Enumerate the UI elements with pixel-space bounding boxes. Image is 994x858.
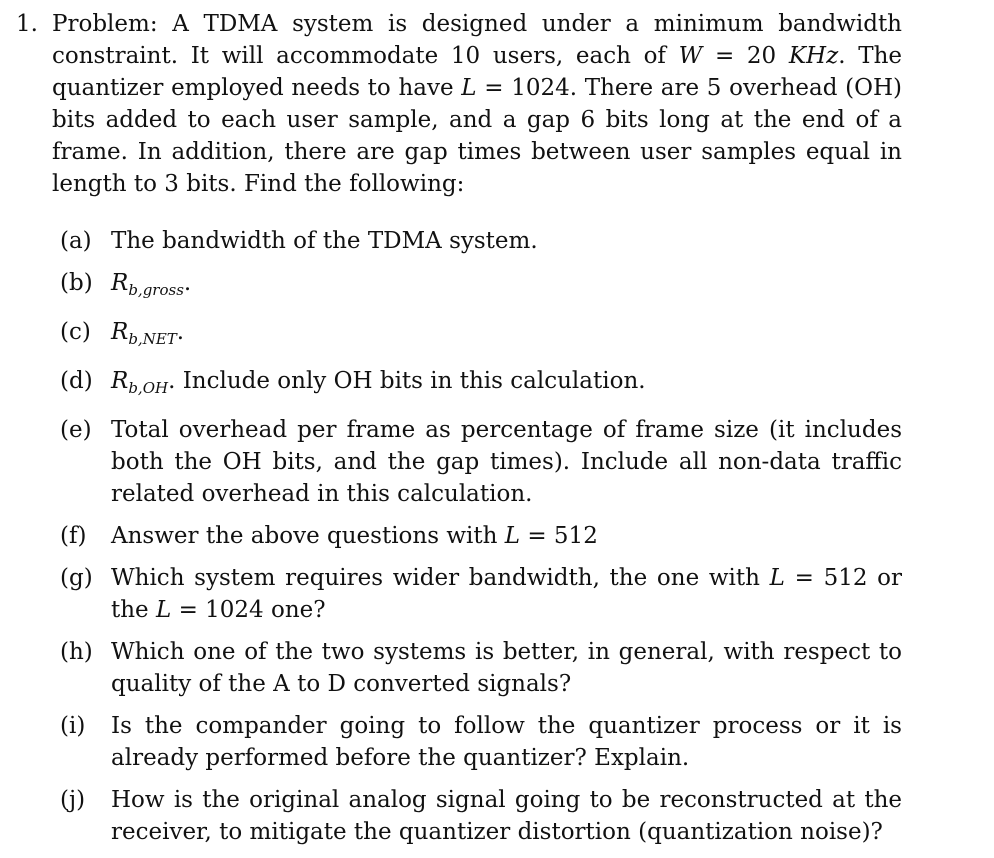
item-text (111, 365, 902, 404)
item-text (111, 562, 902, 626)
math-r: R (111, 319, 129, 345)
w-value: = 20 (702, 43, 789, 69)
math-subscript: b,NET (128, 330, 177, 348)
math-w: W (678, 43, 703, 69)
item-mid: = 512 or the (111, 565, 902, 623)
item-label: (a) (60, 228, 92, 254)
question-item-j (56, 784, 902, 848)
math-khz: KHz (788, 43, 839, 69)
item-text: Which one of the two systems is better, in general, with respect to quality of the A to D converted signals? (111, 639, 902, 697)
item-label: (f) (60, 523, 87, 549)
item-label: (d) (60, 368, 93, 394)
item-label: (b) (60, 270, 93, 296)
math-r: R (111, 270, 129, 296)
question-list (56, 225, 902, 858)
item-label: (j) (60, 787, 86, 813)
question-item-i (56, 710, 902, 774)
item-post: = 1024 one? (171, 597, 326, 623)
math-subscript: b,gross (128, 281, 184, 299)
math-l: L (504, 523, 521, 549)
item-label: (i) (60, 713, 86, 739)
item-text (111, 520, 902, 552)
item-text: Is the compander going to follow the quantizer process or it is already performed before the quantizer? Explain. (111, 713, 902, 771)
question-item-g (56, 562, 902, 626)
question-item-f (56, 520, 902, 552)
question-item-b (56, 267, 902, 306)
problem-intro: Problem: A TDMA system is designed under a minimum bandwidth constraint. It will accommodate 10 users, each of (52, 11, 902, 69)
question-item-c (56, 316, 902, 355)
item-post: = 512 (520, 523, 598, 549)
math-l: L (155, 597, 172, 623)
problem-statement (16, 8, 902, 200)
item-text: The bandwidth of the TDMA system. (111, 228, 538, 254)
question-item-a (56, 225, 902, 257)
item-label: (h) (60, 639, 93, 665)
item-end: . (183, 270, 192, 296)
item-label: (g) (60, 565, 93, 591)
item-text: How is the original analog signal going to be reconstructed at the receiver, to mitigate the quantizer distortion (quantization noise)? (111, 787, 902, 845)
math-l: L (461, 75, 477, 101)
l-value: = 1024. There are 5 overhead (OH) bits added to each user sample, and a gap 6 bits long at the end of a frame. In addition, there are gap times between user samples equal in length to 3 bits. Find the following: (52, 75, 902, 197)
problem-text (52, 8, 902, 200)
item-pre: Answer the above questions with (111, 523, 505, 549)
item-end: . Include only OH bits in this calculation. (168, 368, 646, 394)
math-r: R (111, 368, 129, 394)
item-label: (c) (60, 319, 91, 345)
item-pre: Which system requires wider bandwidth, the one with (111, 565, 770, 591)
math-l: L (769, 565, 785, 591)
question-item-d (56, 365, 902, 404)
item-text (111, 316, 902, 355)
question-item-h (56, 636, 902, 700)
question-item-e (56, 414, 902, 510)
item-text: Total overhead per frame as percentage of frame size (it includes both the OH bits, and the gap times). Include all non-data traffic related overhead in this calculation. (111, 417, 902, 507)
item-text (111, 267, 902, 306)
problem-number: 1. (16, 11, 38, 37)
item-label: (e) (60, 417, 92, 443)
problem-mid: . The quantizer employed needs to have (52, 43, 902, 101)
item-end: . (176, 319, 185, 345)
math-subscript: b,OH (128, 379, 169, 397)
